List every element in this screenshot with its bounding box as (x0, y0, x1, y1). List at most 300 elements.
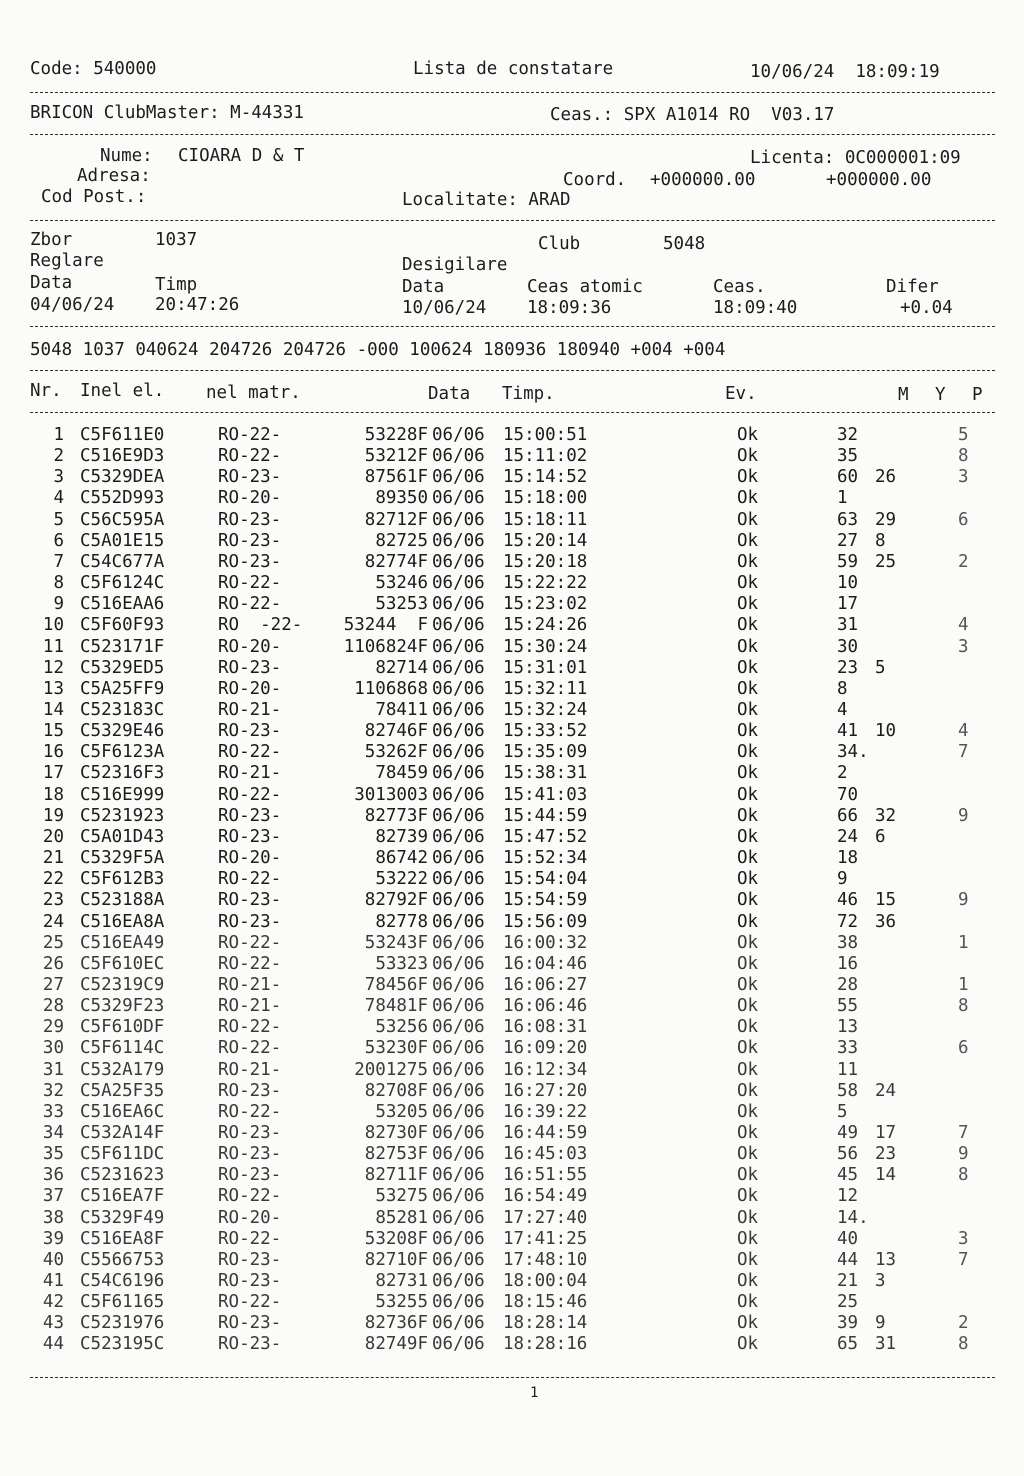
table-row (0, 933, 1024, 954)
event-status: Ok (737, 573, 759, 593)
table-row (0, 510, 1024, 531)
row-number: 24 (42, 911, 64, 932)
value-y: 32 (875, 805, 897, 826)
value-p: 3 (958, 636, 969, 657)
ring-prefix: RO-23- (218, 1080, 282, 1101)
value-y: 23 (875, 1144, 897, 1165)
ring-number: 82712F (364, 509, 428, 530)
ring-prefix: RO-23- (218, 530, 282, 551)
atomic-clock-label: Ceas atomic (527, 277, 643, 297)
value-p: 9 (958, 805, 969, 826)
arrival-time: 15:18:11 (503, 509, 588, 530)
electronic-ring: C5329F23 (80, 996, 165, 1016)
value-m: 18 (837, 848, 859, 868)
ring-prefix: RO-23- (218, 911, 282, 932)
value-m: 56 (837, 1144, 859, 1165)
table-row (0, 721, 1024, 742)
arrival-date: 06/06 (432, 509, 485, 530)
ring-prefix: RO-23- (218, 1165, 282, 1186)
arrival-time: 15:23:02 (503, 594, 588, 615)
table-row (0, 1229, 1024, 1250)
ring-number: 1106868 (354, 678, 428, 699)
electronic-ring: C523183C (80, 700, 165, 720)
row-number: 30 (42, 1038, 64, 1059)
value-p: 8 (958, 996, 969, 1016)
table-row (0, 1017, 1024, 1038)
arrival-date: 06/06 (432, 805, 485, 826)
event-status: Ok (737, 636, 759, 657)
arrival-time: 15:31:01 (503, 657, 588, 678)
arrival-date: 06/06 (432, 911, 485, 932)
ring-prefix: RO-21- (218, 996, 282, 1016)
coord-label: Coord. (563, 170, 627, 190)
arrival-date: 06/06 (432, 636, 485, 657)
ring-number: 53275 (375, 1186, 428, 1207)
value-m: 28 (837, 974, 859, 995)
table-row (0, 1208, 1024, 1229)
ring-number: 53228F (364, 425, 428, 445)
setting-date-label: Data (30, 273, 73, 293)
event-status: Ok (737, 1228, 759, 1249)
value-m: 31 (837, 615, 859, 636)
table-row (0, 425, 1024, 446)
arrival-date: 06/06 (432, 1271, 485, 1291)
ring-number: 82731 (375, 1271, 428, 1291)
electronic-ring: C5F6123A (80, 742, 165, 763)
electronic-ring: C5A25FF9 (80, 678, 165, 699)
ring-prefix: RO-22- (218, 573, 282, 593)
value-p: 2 (958, 1313, 969, 1334)
document-title: Lista de constatare (413, 59, 614, 79)
electronic-ring: C523171F (80, 636, 165, 657)
ring-prefix: RO-21- (218, 700, 282, 720)
arrival-time: 18:15:46 (503, 1292, 588, 1313)
arrival-time: 15:30:24 (503, 636, 588, 657)
table-row (0, 975, 1024, 996)
value-m: 13 (837, 1017, 859, 1038)
event-status: Ok (737, 1144, 759, 1165)
event-status: Ok (737, 1186, 759, 1207)
arrival-date: 06/06 (432, 996, 485, 1016)
arrival-date: 06/06 (432, 615, 485, 636)
event-status: Ok (737, 1101, 759, 1122)
value-m: 55 (837, 996, 859, 1016)
ring-prefix: RO-21- (218, 1059, 282, 1080)
arrival-time: 16:04:46 (503, 953, 588, 974)
table-row (0, 1313, 1024, 1334)
separator (30, 1377, 995, 1378)
value-y: 36 (875, 911, 897, 932)
value-m: 5 (837, 1101, 848, 1122)
value-y: 6 (875, 826, 886, 847)
value-m: 8 (837, 678, 848, 699)
arrival-date: 06/06 (432, 1249, 485, 1270)
value-p: 5 (958, 425, 969, 445)
electronic-ring: C5F60F93 (80, 615, 165, 636)
arrival-date: 06/06 (432, 1186, 485, 1207)
club-label: Club (538, 234, 581, 254)
arrival-date: 06/06 (432, 488, 485, 509)
arrival-date: 06/06 (432, 657, 485, 678)
clubmaster-id: BRICON ClubMaster: M-44331 (30, 103, 304, 123)
electronic-ring: C523188A (80, 890, 165, 911)
ring-number: 87561F (364, 467, 428, 488)
electronic-ring: C5F61165 (80, 1292, 165, 1313)
event-status: Ok (737, 932, 759, 953)
table-row (0, 954, 1024, 975)
arrival-time: 16:00:32 (503, 932, 588, 953)
ring-number: 53253 (375, 594, 428, 615)
arrival-time: 15:22:22 (503, 573, 588, 593)
arrival-time: 16:54:49 (503, 1186, 588, 1207)
table-row (0, 467, 1024, 488)
row-number: 42 (42, 1292, 64, 1313)
ring-number: 78411 (375, 700, 428, 720)
electronic-ring: C5329DEA (80, 467, 165, 488)
ring-number: 53230F (364, 1038, 428, 1059)
arrival-date: 06/06 (432, 932, 485, 953)
arrival-date: 06/06 (432, 826, 485, 847)
table-row (0, 552, 1024, 573)
row-number: 15 (42, 721, 64, 742)
arrival-time: 15:56:09 (503, 911, 588, 932)
summary-line: 5048 1037 040624 204726 204726 -000 100624 180936 180940 +004 +004 (30, 340, 726, 360)
electronic-ring: C5F612B3 (80, 869, 165, 890)
row-number: 41 (42, 1271, 64, 1291)
event-status: Ok (737, 826, 759, 847)
ring-number: 82749F (364, 1334, 428, 1355)
arrival-date: 06/06 (432, 1228, 485, 1249)
value-y: 17 (875, 1122, 897, 1143)
atomic-clock-time: 18:09:36 (527, 298, 612, 318)
electronic-ring: C523195C (80, 1334, 165, 1355)
ring-prefix: RO-20- (218, 488, 282, 509)
ring-prefix: RO-22- (218, 953, 282, 974)
row-number: 22 (42, 869, 64, 890)
value-y: 15 (875, 890, 897, 911)
row-number: 26 (42, 953, 64, 974)
value-y: 26 (875, 467, 897, 488)
event-status: Ok (737, 509, 759, 530)
ring-number: 82736F (364, 1313, 428, 1334)
ring-number: 1106824F (343, 636, 428, 657)
event-status: Ok (737, 805, 759, 826)
ring-number: 82711F (364, 1165, 428, 1186)
print-datetime: 10/06/24 18:09:19 (750, 62, 940, 82)
ring-prefix: RO-22- (218, 784, 282, 805)
ring-number: 53256 (375, 1017, 428, 1038)
electronic-ring: C5329E46 (80, 721, 165, 742)
arrival-time: 17:48:10 (503, 1249, 588, 1270)
row-number: 34 (42, 1122, 64, 1143)
ring-prefix: RO-21- (218, 763, 282, 784)
ring-prefix: RO-22- (218, 1017, 282, 1038)
value-m: 46 (837, 890, 859, 911)
locality: Localitate: ARAD (402, 190, 571, 210)
value-p: 4 (958, 721, 969, 742)
ring-number: 82714 (375, 657, 428, 678)
row-number: 38 (42, 1207, 64, 1228)
table-row (0, 615, 1024, 636)
arrival-time: 16:27:20 (503, 1080, 588, 1101)
event-status: Ok (737, 446, 759, 467)
arrival-time: 16:06:46 (503, 996, 588, 1016)
arrival-date: 06/06 (432, 1313, 485, 1334)
event-status: Ok (737, 911, 759, 932)
row-number: 23 (42, 890, 64, 911)
row-number: 37 (42, 1186, 64, 1207)
page-number: 1 (530, 1385, 539, 1401)
coord-x: +000000.00 (650, 170, 756, 190)
value-p: 6 (958, 509, 969, 530)
ring-number: 86742 (375, 848, 428, 868)
arrival-time: 15:38:31 (503, 763, 588, 784)
table-row (0, 1144, 1024, 1165)
unsealing-date: 10/06/24 (402, 298, 487, 318)
table-row (0, 1186, 1024, 1207)
value-m: 4 (837, 700, 848, 720)
row-number: 40 (42, 1249, 64, 1270)
table-row (0, 1123, 1024, 1144)
arrival-date: 06/06 (432, 784, 485, 805)
value-m: 33 (837, 1038, 859, 1059)
row-number: 12 (42, 657, 64, 678)
ring-prefix: RO-22- (218, 1228, 282, 1249)
flight-label: Zbor (30, 230, 73, 250)
ring-prefix: RO-22- (218, 869, 282, 890)
arrival-time: 15:47:52 (503, 826, 588, 847)
value-m: 34. (837, 742, 869, 763)
value-m: 2 (837, 763, 848, 784)
event-status: Ok (737, 996, 759, 1016)
ring-number: 53323 (375, 953, 428, 974)
row-number: 10 (42, 615, 64, 636)
electronic-ring: C532A179 (80, 1059, 165, 1080)
electronic-ring: C516E9D3 (80, 446, 165, 467)
ring-prefix: RO-23- (218, 1313, 282, 1334)
table-row (0, 785, 1024, 806)
ring-prefix: RO -22- (218, 615, 303, 636)
row-number: 2 (53, 446, 64, 467)
event-status: Ok (737, 953, 759, 974)
value-y: 9 (875, 1313, 886, 1334)
table-row (0, 890, 1024, 911)
arrival-date: 06/06 (432, 869, 485, 890)
table-row (0, 573, 1024, 594)
arrival-date: 06/06 (432, 446, 485, 467)
electronic-ring: C5566753 (80, 1249, 165, 1270)
arrival-date: 06/06 (432, 700, 485, 720)
arrival-date: 06/06 (432, 974, 485, 995)
ring-prefix: RO-22- (218, 446, 282, 467)
electronic-ring: C516EA6C (80, 1101, 165, 1122)
arrival-date: 06/06 (432, 1334, 485, 1355)
arrival-time: 15:11:02 (503, 446, 588, 467)
arrival-time: 16:39:22 (503, 1101, 588, 1122)
electronic-ring: C5231976 (80, 1313, 165, 1334)
arrival-time: 16:45:03 (503, 1144, 588, 1165)
flight-number: 1037 (155, 230, 198, 250)
ring-prefix: RO-23- (218, 1249, 282, 1270)
setting-label: Reglare (30, 251, 104, 271)
ring-prefix: RO-23- (218, 1271, 282, 1291)
arrival-time: 15:20:14 (503, 530, 588, 551)
event-status: Ok (737, 467, 759, 488)
arrival-date: 06/06 (432, 1017, 485, 1038)
event-status: Ok (737, 763, 759, 784)
arrival-time: 15:54:59 (503, 890, 588, 911)
event-status: Ok (737, 700, 759, 720)
coord-y: +000000.00 (826, 170, 932, 190)
ring-number: 53205 (375, 1101, 428, 1122)
ring-prefix: RO-23- (218, 890, 282, 911)
electronic-ring: C532A14F (80, 1122, 165, 1143)
col-header-event: Ev. (725, 384, 757, 404)
value-m: 72 (837, 911, 859, 932)
electronic-ring: C56C595A (80, 509, 165, 530)
row-number: 31 (42, 1059, 64, 1080)
event-status: Ok (737, 784, 759, 805)
event-status: Ok (737, 869, 759, 890)
value-p: 1 (958, 974, 969, 995)
arrival-date: 06/06 (432, 763, 485, 784)
ring-number: 3013003 (354, 784, 428, 805)
arrival-time: 18:00:04 (503, 1271, 588, 1291)
electronic-ring: C516EAA6 (80, 594, 165, 615)
value-m: 40 (837, 1228, 859, 1249)
arrival-date: 06/06 (432, 953, 485, 974)
ring-prefix: RO-22- (218, 742, 282, 763)
ring-prefix: RO-20- (218, 848, 282, 868)
ring-prefix: RO-23- (218, 467, 282, 488)
ring-prefix: RO-23- (218, 805, 282, 826)
event-status: Ok (737, 1207, 759, 1228)
unsealing-label: Desigilare (402, 255, 508, 275)
arrival-date: 06/06 (432, 594, 485, 615)
value-m: 16 (837, 953, 859, 974)
table-row (0, 1292, 1024, 1313)
electronic-ring: C52316F3 (80, 763, 165, 784)
arrival-date: 06/06 (432, 1292, 485, 1313)
value-m: 63 (837, 509, 859, 530)
value-m: 49 (837, 1122, 859, 1143)
arrival-date: 06/06 (432, 1122, 485, 1143)
value-m: 45 (837, 1165, 859, 1186)
row-number: 7 (53, 551, 64, 572)
arrival-time: 15:24:26 (503, 615, 588, 636)
value-m: 39 (837, 1313, 859, 1334)
arrival-time: 15:41:03 (503, 784, 588, 805)
table-row (0, 1250, 1024, 1271)
electronic-ring: C516EA8F (80, 1228, 165, 1249)
value-p: 3 (958, 467, 969, 488)
arrival-time: 15:20:18 (503, 551, 588, 572)
code-label: Code: 540000 (30, 59, 157, 79)
ring-prefix: RO-23- (218, 826, 282, 847)
value-m: 70 (837, 784, 859, 805)
event-status: Ok (737, 615, 759, 636)
clock-time: 18:09:40 (713, 298, 798, 318)
arrival-time: 15:44:59 (503, 805, 588, 826)
event-status: Ok (737, 1292, 759, 1313)
event-status: Ok (737, 1271, 759, 1291)
row-number: 11 (42, 636, 64, 657)
value-y: 25 (875, 551, 897, 572)
electronic-ring: C5F611E0 (80, 425, 165, 445)
row-number: 13 (42, 678, 64, 699)
ring-number: 82725 (375, 530, 428, 551)
electronic-ring: C5A25F35 (80, 1080, 165, 1101)
ring-prefix: RO-23- (218, 1144, 282, 1165)
setting-time: 20:47:26 (155, 295, 240, 315)
value-m: 32 (837, 425, 859, 445)
row-number: 27 (42, 974, 64, 995)
arrival-date: 06/06 (432, 1101, 485, 1122)
row-number: 35 (42, 1144, 64, 1165)
separator (30, 326, 995, 327)
arrival-time: 15:35:09 (503, 742, 588, 763)
row-number: 28 (42, 996, 64, 1016)
value-p: 1 (958, 932, 969, 953)
electronic-ring: C5329F49 (80, 1207, 165, 1228)
table-row (0, 1102, 1024, 1123)
ring-prefix: RO-22- (218, 1038, 282, 1059)
ring-number: 82753F (364, 1144, 428, 1165)
value-y: 31 (875, 1334, 897, 1355)
col-header-p: P (972, 385, 983, 405)
license: Licenta: 0C000001:09 (750, 148, 961, 168)
electronic-ring: C5A01E15 (80, 530, 165, 551)
ring-number: 82746F (364, 721, 428, 742)
row-number: 39 (42, 1228, 64, 1249)
event-status: Ok (737, 1059, 759, 1080)
value-m: 66 (837, 805, 859, 826)
event-status: Ok (737, 890, 759, 911)
value-y: 29 (875, 509, 897, 530)
electronic-ring: C516E999 (80, 784, 165, 805)
col-header-m: M (898, 385, 909, 405)
arrival-time: 15:32:24 (503, 700, 588, 720)
ring-number: 53208F (364, 1228, 428, 1249)
col-header-electronic-ring: Inel el. (80, 381, 165, 401)
value-p: 8 (958, 446, 969, 467)
ring-number: 53262F (364, 742, 428, 763)
col-header-ring-number: nel matr. (206, 383, 301, 403)
ring-prefix: RO-22- (218, 1292, 282, 1313)
row-number: 4 (53, 488, 64, 509)
value-m: 58 (837, 1080, 859, 1101)
value-p: 6 (958, 1038, 969, 1059)
arrival-time: 17:27:40 (503, 1207, 588, 1228)
table-row (0, 827, 1024, 848)
value-p: 3 (958, 1228, 969, 1249)
event-status: Ok (737, 594, 759, 615)
row-number: 33 (42, 1101, 64, 1122)
event-status: Ok (737, 1080, 759, 1101)
table-row (0, 1038, 1024, 1059)
electronic-ring: C54C677A (80, 551, 165, 572)
table-row (0, 1165, 1024, 1186)
value-m: 44 (837, 1249, 859, 1270)
row-number: 20 (42, 826, 64, 847)
value-m: 21 (837, 1271, 859, 1291)
table-row (0, 996, 1024, 1017)
value-p: 9 (958, 1144, 969, 1165)
electronic-ring: C5F6124C (80, 573, 165, 593)
arrival-date: 06/06 (432, 573, 485, 593)
table-row (0, 848, 1024, 869)
arrival-time: 18:28:16 (503, 1334, 588, 1355)
